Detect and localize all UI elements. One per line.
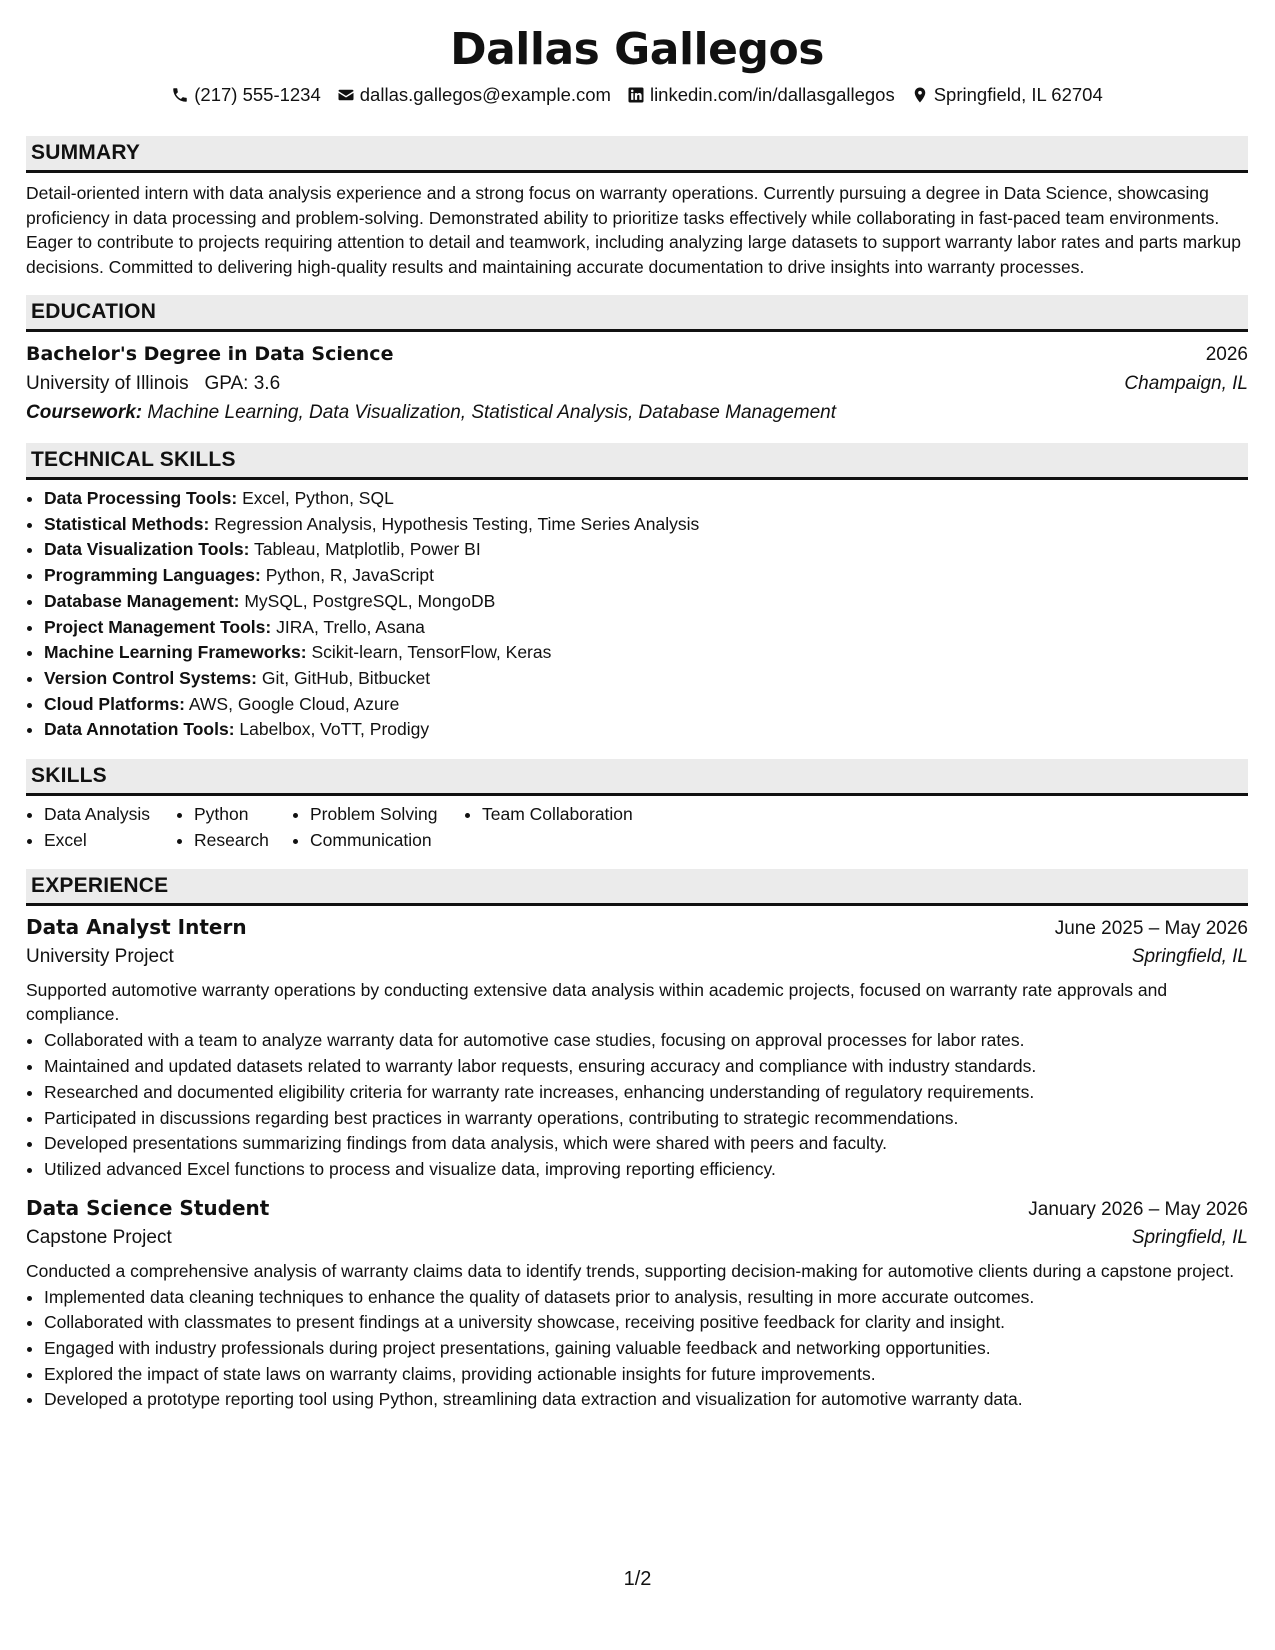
coursework-label: Coursework:	[26, 402, 143, 423]
list-item: • Utilized advanced Excel functions to process and visualize data, improving reporting efficiency.	[44, 1157, 1248, 1183]
job-dates: January 2026 – May 2026	[1028, 1198, 1248, 1220]
list-item: • Data Analysis	[44, 802, 176, 828]
skill-label: Database Management:	[44, 590, 240, 611]
list-item	[44, 589, 1248, 615]
education-school: University of Illinois	[26, 373, 189, 394]
job-title: Data Science Student	[26, 1195, 270, 1220]
summary-title: SUMMARY	[31, 141, 141, 164]
list-item	[44, 666, 1248, 692]
skills-column	[292, 802, 464, 853]
skill-label: Statistical Methods:	[44, 513, 210, 534]
skill-value: Excel, Python, SQL	[242, 488, 394, 508]
education-degree: Bachelor's Degree in Data Science	[26, 343, 394, 365]
education-coursework	[26, 398, 1248, 427]
list-item: • Research	[194, 828, 292, 854]
envelope-icon	[337, 86, 355, 104]
job-location: Springfield, IL	[1131, 946, 1248, 968]
skills-column	[464, 802, 633, 853]
job-title: Data Analyst Intern	[26, 915, 247, 940]
experience-title: EXPERIENCE	[31, 874, 169, 898]
education-gpa: GPA: 3.6	[204, 373, 281, 394]
list-item: • Developed a prototype reporting tool using Python, streamlining data extraction and visualization for automotive warranty data.	[44, 1387, 1248, 1413]
list-item: • Engaged with industry professionals during project presentations, gaining valuable feedback and networking opportunities.	[44, 1336, 1248, 1362]
contact-phone	[171, 82, 321, 108]
list-item: • Explored the impact of state laws on warranty claims, providing actionable insights for future improvements.	[44, 1362, 1248, 1388]
summary-text: Detail-oriented intern with data analysis experience and a strong focus on warranty operations. Currently pursuing a degree in Data Science, showcasing proficiency in data processing and problem-solving. Demonstrated ability to prioritize tasks effectively while collaborating in fast-paced team environments. Eager to contribute to projects requiring attention to detail and teamwork, including analyzing large datasets to support warranty labor rates and parts markup decisions. Committed to delivering high-quality results and maintaining accurate documentation to drive insights into warranty processes.	[26, 183, 1241, 277]
coursework-list: Machine Learning, Data Visualization, Statistical Analysis, Database Management	[147, 402, 837, 423]
skill-value: Python, R, JavaScript	[265, 565, 434, 586]
skill-label: Data Annotation Tools:	[44, 719, 235, 740]
skill-value: Labelbox, VoTT, Prodigy	[239, 719, 430, 740]
education-school-line	[26, 369, 280, 398]
list-item: • Python	[194, 802, 292, 828]
skill-label: Version Control Systems:	[44, 667, 257, 688]
list-item	[44, 486, 1248, 512]
list-item: • Researched and documented eligibility criteria for warranty rate increases, enhancing understanding of regulatory requirements.	[44, 1080, 1248, 1106]
technical-skills-header	[26, 443, 1248, 480]
contact-bar	[26, 82, 1248, 108]
job-bullets	[26, 1028, 1248, 1182]
contact-location	[911, 82, 1103, 108]
skill-label: Machine Learning Frameworks:	[44, 642, 307, 663]
job-bullets	[26, 1285, 1248, 1414]
email-text: dallas.gallegos@example.com	[359, 84, 611, 105]
skills-grid	[26, 802, 1248, 853]
job-location: Springfield, IL	[1131, 1226, 1248, 1248]
list-item: • Collaborated with a team to analyze warranty data for automotive case studies, focusing on approval processes for labor rates.	[44, 1028, 1248, 1054]
skill-value: Regression Analysis, Hypothesis Testing, Time Series Analysis	[214, 513, 700, 534]
list-item: • Excel	[44, 828, 176, 854]
list-item: • Communication	[310, 828, 464, 854]
list-item	[44, 640, 1248, 666]
list-item: • Collaborated with classmates to present findings at a university showcase, receiving positive feedback for clarity and insight.	[44, 1310, 1248, 1336]
skills-header	[26, 759, 1248, 796]
job-org: University Project	[26, 946, 174, 968]
summary-header	[26, 136, 1248, 173]
skill-label: Cloud Platforms:	[44, 693, 185, 714]
phone-icon	[171, 86, 189, 104]
linkedin-icon	[627, 86, 645, 104]
skills-column	[176, 802, 292, 853]
list-item: • Team Collaboration	[482, 802, 633, 828]
page-number: 1/2	[623, 1568, 652, 1590]
education-year: 2026	[1205, 344, 1248, 365]
skills-title: SKILLS	[31, 764, 107, 788]
education-header	[26, 295, 1248, 332]
education-entry	[26, 340, 1248, 427]
list-item: • Developed presentations summarizing findings from data analysis, which were shared with peers and faculty.	[44, 1131, 1248, 1157]
job-org: Capstone Project	[26, 1226, 172, 1248]
list-item: • Implemented data cleaning techniques to enhance the quality of datasets prior to analysis, resulting in more accurate outcomes.	[44, 1285, 1248, 1311]
list-item	[44, 537, 1248, 563]
job-dates: June 2025 – May 2026	[1054, 918, 1248, 940]
list-item	[44, 717, 1248, 743]
skill-value: MySQL, PostgreSQL, MongoDB	[244, 590, 496, 611]
candidate-name: Dallas Gallegos	[450, 24, 824, 75]
list-item: • Problem Solving	[310, 802, 464, 828]
education-title: EDUCATION	[31, 300, 157, 323]
linkedin-text: linkedin.com/in/dallasgallegos	[649, 84, 895, 105]
skill-label: Project Management Tools:	[44, 616, 272, 637]
list-item: • Participated in discussions regarding best practices in warranty operations, contributing to strategic recommendations.	[44, 1106, 1248, 1132]
list-item	[44, 512, 1248, 538]
location-text: Springfield, IL 62704	[933, 84, 1103, 105]
skills-column	[26, 802, 176, 853]
map-pin-icon	[911, 86, 929, 104]
job-description: Supported automotive warranty operations by conducting extensive data analysis within academic projects, focused on warranty rate approvals and compliance.	[26, 980, 1168, 1025]
technical-skills-list	[26, 486, 1248, 743]
skill-value: JIRA, Trello, Asana	[276, 616, 425, 637]
list-item	[44, 692, 1248, 718]
list-item	[44, 563, 1248, 589]
skill-value: Tableau, Matplotlib, Power BI	[254, 539, 481, 560]
contact-email	[337, 82, 611, 108]
skill-value: Scikit-learn, TensorFlow, Keras	[311, 642, 552, 663]
skill-label: Data Visualization Tools:	[44, 539, 250, 560]
job-entry	[26, 1193, 1248, 1414]
experience-header	[26, 869, 1248, 906]
skill-label: Data Processing Tools:	[44, 488, 238, 508]
skill-label: Programming Languages:	[44, 565, 261, 586]
technical-skills-title: TECHNICAL SKILLS	[31, 448, 236, 471]
phone-text: (217) 555-1234	[194, 84, 321, 105]
list-item	[44, 615, 1248, 641]
job-description: Conducted a comprehensive analysis of warranty claims data to identify trends, supporting decision-making for automotive clients during a capstone project.	[26, 1260, 1235, 1281]
skill-value: AWS, Google Cloud, Azure	[188, 693, 400, 714]
job-entry	[26, 912, 1248, 1182]
resume-page	[26, 0, 1248, 1413]
list-item: • Maintained and updated datasets related to warranty labor requests, ensuring accuracy and compliance with industry standards.	[44, 1054, 1248, 1080]
skill-value: Git, GitHub, Bitbucket	[261, 667, 431, 688]
education-location: Champaign, IL	[1124, 373, 1248, 394]
contact-linkedin	[627, 82, 895, 108]
